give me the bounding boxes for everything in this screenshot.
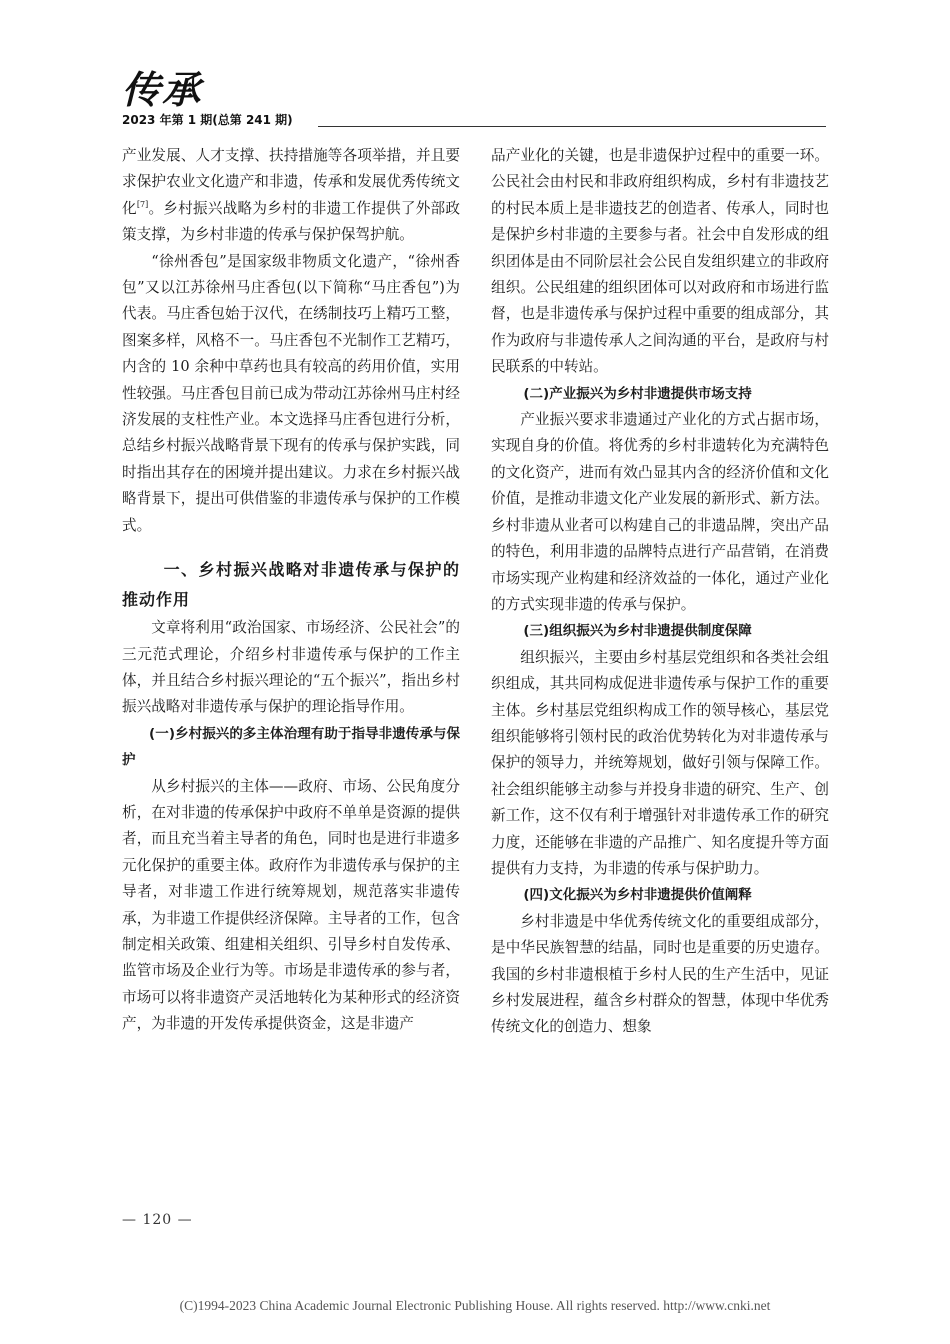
paragraph: 组织振兴，主要由乡村基层党组织和各类社会组织组成，其共同构成促进非遗传承与保护工作的重要主体。乡村基层党组织构成工作的领导核心，基层党组织能够将引领村民的政治优势转化为对非遗传承与保护的领导力，并统筹规划，做好引领与保障工作。社会组织能够主动参与并投身非遗的研究、生产、创新工作，这不仅有利于增强针对非遗传承工作的研究力度，还能够在非遗的产品推广、知名度提升等方面提供有力支持，为非遗的传承与保护助力。 [491,648,829,877]
subsection-heading: (一)乡村振兴的多主体治理有助于指导非遗传承与保护 [122,725,460,769]
header-rule [318,126,826,127]
paragraph: 从乡村振兴的主体——政府、市场、公民角度分析，在对非遗的传承保护中政府不单单是资源的提供者，而且充当着主导者的角色，同时也是进行非遗多元化保护的重要主体。政府作为非遗传承与保护的主导者，对非遗工作进行统筹规划，规范落实非遗传承，为非遗工作提供经济保障。主导者的工作，包含制定相关政策、组建相关组织、引导乡村自发传承、监管市场及企业行为等。市场是非遗传承的参与者，市场可以将非遗资产灵活地转化为某种形式的经济资产，为非遗的开发传承提供资金，这是非遗产 [122,777,460,1033]
page-number: — 120 — [122,1212,193,1228]
reference-marker[interactable]: [7] [136,199,149,209]
paragraph: 乡村非遗是中华优秀传统文化的重要组成部分，是中华民族智慧的结晶，同时也是重要的历史遗存。我国的乡村非遗根植于乡村人民的生产生活中，见证乡村发展进程，蕴含乡村群众的智慧，体现中华优秀传统文化的创造力、想象 [491,912,829,1036]
left-column [122,143,460,1038]
paragraph-text: 产业发展、人才支撑、扶持措施等各项举措，并且要求保护农业文化遗产和非遗，传承和发展优秀传统文化 [122,147,460,217]
subsection-heading: (二)产业振兴为乡村非遗提供市场支持 [523,385,752,402]
paragraph: 文章将利用“政治国家、市场经济、公民社会”的三元范式理论，介绍乡村非遗传承与保护的工作主体，并且结合乡村振兴理论的“五个振兴”，指出乡村振兴战略对非遗传承与保护的理论指导作用。 [122,619,460,716]
subsection-heading: (三)组织振兴为乡村非遗提供制度保障 [523,623,752,640]
copyright-notice: (C)1994-2023 China Academic Journal Electronic Publishing House. All rights reserved. http://www.cnki.net [179,1298,771,1313]
paragraph-text: 。乡村振兴战略为乡村的非遗工作提供了外部政策支撑，为乡村非遗的传承与保护保驾护航。 [122,199,460,244]
journal-logo: 传承 [122,67,203,112]
subsection-heading: (四)文化振兴为乡村非遗提供价值阐释 [523,887,752,904]
right-column [491,143,829,1041]
section-heading: 一、乡村振兴战略对非遗传承与保护的推动作用 [122,560,460,610]
paragraph: “徐州香包”是国家级非物质文化遗产，“徐州香包”又以江苏徐州马庄香包(以下简称“马庄香包”)为代表。马庄香包始于汉代，在绣制技巧上精巧工整，图案多样，风格不一。马庄香包不光制作工艺精巧，内含的 10 余种中草药也具有较高的药用价值，实用性较强。马庄香包目前已成为带动江苏徐州马庄村经济发展的支柱性产业。本文选择马庄香包进行分析，总结乡村振兴战略背景下现有的传承与保护实践，同时指出其存在的困境并提出建议。力求在乡村振兴战略背景下，提出可供借鉴的非遗传承与保护的工作模式。 [122,252,460,534]
paragraph: 品产业化的关键，也是非遗保护过程中的重要一环。公民社会由村民和非政府组织构成，乡村有非遗技艺的村民本质上是非遗技艺的创造者、传承人，同时也是保护乡村非遗的主要参与者。社会中自发形成的组织团体是由不同阶层社会公民自发组织建立的非政府组织。公民组建的组织团体可以对政府和市场进行监督，也是非遗传承与保护过程中重要的组成部分，其作为政府与非遗传承人之间沟通的平台，是政府与村民联系的中转站。 [491,147,829,376]
issue-info: 2023 年第 1 期(总第 241 期) [122,113,293,127]
paragraph: 产业振兴要求非遗通过产业化的方式占据市场，实现自身的价值。将优秀的乡村非遗转化为充满特色的文化资产，进而有效凸显其内含的经济价值和文化价值，是推动非遗文化产业发展的新形式、新方法。乡村非遗从业者可以构建自己的非遗品牌，突出产品的特色，利用非遗的品牌特点进行产品营销，在消费市场实现产业构建和经济效益的一体化，通过产业化的方式实现非遗的传承与保护。 [491,411,829,613]
paragraph [122,143,460,249]
